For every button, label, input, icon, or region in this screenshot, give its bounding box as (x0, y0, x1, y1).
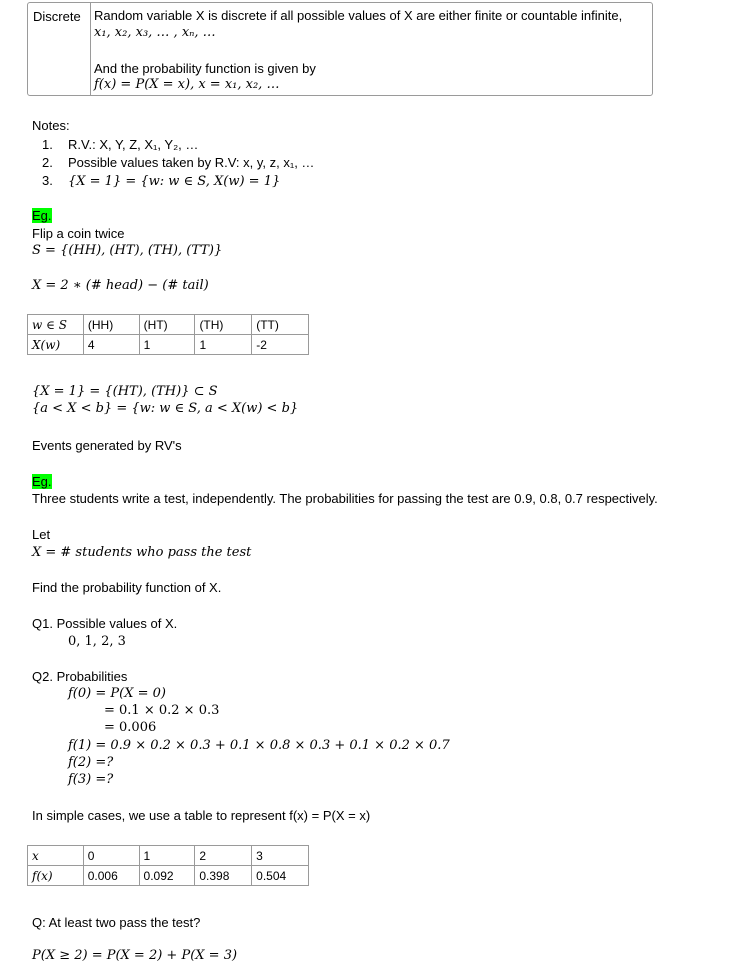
definition-term-cell (28, 3, 91, 95)
note-item: 2. Possible values taken by R.V: x, y, z, x₁, … (42, 155, 315, 170)
example1-sample-space: S = {(HH), (HT), (TH), (TT)} (32, 243, 223, 258)
definition-body (94, 8, 622, 93)
example2-last-line: P(X ≥ 2) = P(X = 2) + P(X = 3) (32, 948, 238, 963)
example2-x-definition: X = # students who pass the test (32, 545, 252, 560)
example2-q1-values: 0, 1, 2, 3 (68, 634, 126, 649)
example1-x-definition: X = 2 ∗ (# head) − (# tail) (32, 278, 209, 293)
table-row: w ∈ S (HH) (HT) (TH) (TT) (28, 315, 309, 335)
example2-f2: f(2) =? (68, 755, 114, 770)
example1-event-1: {X = 1} = {(HT), (TH)} ⊂ S (32, 384, 218, 399)
note-item: 3. {X = 1} = {w: w ∈ S, X(w) = 1} (42, 173, 281, 189)
note-text: R.V.: X, Y, Z, X₁, Y₂, … (68, 137, 199, 152)
example2-q2: Q2. Probabilities (32, 669, 128, 684)
definition-line-4: f(x) = P(X = x), x = x₁, x₂, … (94, 77, 280, 92)
example-tag: Eg. (32, 208, 52, 223)
example2-q1: Q1. Possible values of X. (32, 616, 178, 631)
example1-table (27, 314, 309, 355)
example2-f3: f(3) =? (68, 772, 114, 787)
example2-let: Let (32, 527, 51, 542)
definition-line-1: Random variable X is discrete if all possible values of X are either finite or countable infinite, (94, 8, 623, 23)
example1-events-note: Events generated by RV's (32, 438, 182, 453)
example1-line-1: Flip a coin twice (32, 226, 125, 241)
definition-line-2: x₁, x₂, x₃, … , xₙ, … (94, 25, 216, 40)
notes-list (32, 136, 314, 191)
notes-heading: Notes: (32, 118, 70, 133)
example2-f1: f(1) = 0.9 × 0.2 × 0.3 + 0.1 × 0.8 × 0.3 + 0.1 × 0.2 × 0.7 (68, 738, 450, 753)
example2-f0-c: = 0.006 (104, 720, 157, 735)
example2-table (27, 845, 309, 886)
example2-intro: Three students write a test, independently. The probabilities for passing the test are 0.9, 0.8, 0.7 respectively. (32, 491, 658, 506)
table-row: X(w) 4 1 1 -2 (28, 335, 309, 355)
definition-box (27, 2, 653, 96)
table-row: x 0 1 2 3 (28, 846, 309, 866)
note-text: Possible values taken by R.V: x, y, z, x₁, … (68, 155, 315, 170)
example2-f0-a: f(0) = P(X = 0) (68, 686, 166, 701)
note-text: {X = 1} = {w: w ∈ S, X(w) = 1} (68, 174, 281, 189)
example1-event-2: {a < X < b} = {w: w ∈ S, a < X(w) < b} (32, 401, 299, 416)
definition-line-3: And the probability function is given by (94, 61, 316, 76)
note-item: 1. R.V.: X, Y, Z, X₁, Y₂, … (42, 137, 199, 152)
example2-f0-b: = 0.1 × 0.2 × 0.3 (104, 703, 220, 718)
example-tag: Eg. (32, 474, 52, 489)
example2-find: Find the probability function of X. (32, 580, 222, 595)
example2-simple-cases: In simple cases, we use a table to represent f(x) = P(X = x) (32, 808, 371, 823)
definition-term: Discrete (33, 9, 81, 24)
example2-q3: Q: At least two pass the test? (32, 915, 201, 930)
table-row: f(x) 0.006 0.092 0.398 0.504 (28, 866, 309, 886)
